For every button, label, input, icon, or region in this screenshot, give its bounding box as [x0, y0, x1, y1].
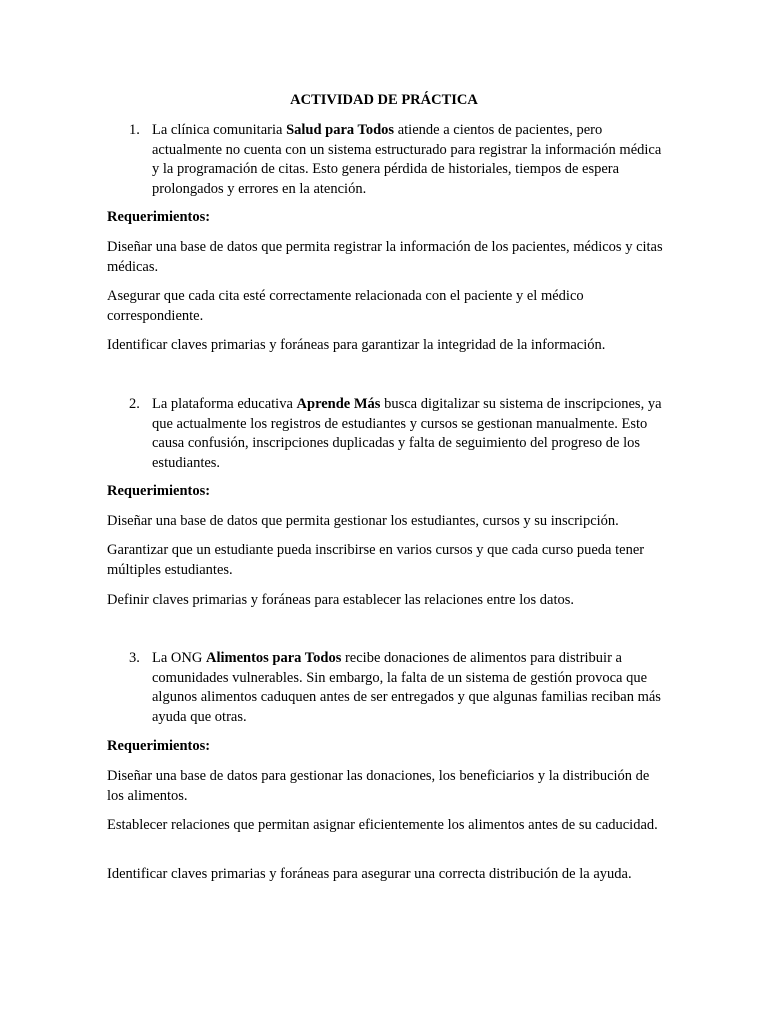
organization-name: Salud para Todos — [286, 122, 395, 138]
requirement-text: Identificar claves primarias y foráneas para garantizar la integridad de la información. — [107, 337, 606, 353]
list-number: 3. — [129, 650, 140, 666]
requirement-text: Diseñar una base de datos para gestionar las donaciones, los beneficiarios y la distribución de los alimentos. — [107, 768, 650, 804]
list-number: 2. — [129, 396, 140, 412]
requirements-heading: Requerimientos: — [107, 738, 211, 754]
list-number: 1. — [129, 122, 140, 138]
item-description: La clínica comunitaria Salud para Todos atiende a cientos de pacientes, pero actualmente no cuenta con un sistema estructurado para registrar la información médica y la programación de citas. Esto genera pérdida de historiales, tiempos de espera prolongados y errores en la atención. — [152, 122, 662, 197]
requirement-text: Identificar claves primarias y foráneas para asegurar una correcta distribución de la ayuda. — [107, 866, 632, 882]
requirement-text: Diseñar una base de datos que permita registrar la información de los pacientes, médicos y citas médicas. — [107, 239, 663, 275]
item-description: La ONG Alimentos para Todos recibe donaciones de alimentos para distribuir a comunidades vulnerables. Sin embargo, la falta de un sistema de gestión provoca que algunos alimentos caduquen antes de ser entregados y que algunas familias reciban más ayuda que otras. — [152, 650, 661, 725]
requirement-text: Asegurar que cada cita esté correctamente relacionada con el paciente y el médico correspondiente. — [107, 288, 584, 324]
item-description: La plataforma educativa Aprende Más busca digitalizar su sistema de inscripciones, ya que actualmente los registros de estudiantes y cursos se gestionan manualmente. Esto causa confusión, inscripciones duplicadas y falta de seguimiento del progreso de los estudiantes. — [152, 396, 662, 471]
organization-name: Aprende Más — [296, 396, 381, 412]
list-item-2 — [107, 395, 667, 473]
document-title: ACTIVIDAD DE PRÁCTICA — [290, 92, 478, 108]
list-item-3 — [107, 649, 667, 727]
requirements-heading: Requerimientos: — [107, 209, 211, 225]
requirements-heading: Requerimientos: — [107, 483, 211, 499]
list-item-1 — [107, 121, 667, 199]
requirement-text: Definir claves primarias y foráneas para establecer las relaciones entre los datos. — [107, 592, 575, 608]
organization-name: Alimentos para Todos — [205, 650, 342, 666]
requirement-text: Diseñar una base de datos que permita gestionar los estudiantes, cursos y su inscripción. — [107, 513, 619, 529]
requirement-text: Garantizar que un estudiante pueda inscribirse en varios cursos y que cada curso pueda tener múltiples estudiantes. — [107, 542, 645, 578]
requirement-text: Establecer relaciones que permitan asignar eficientemente los alimentos antes de su caducidad. — [107, 817, 658, 833]
